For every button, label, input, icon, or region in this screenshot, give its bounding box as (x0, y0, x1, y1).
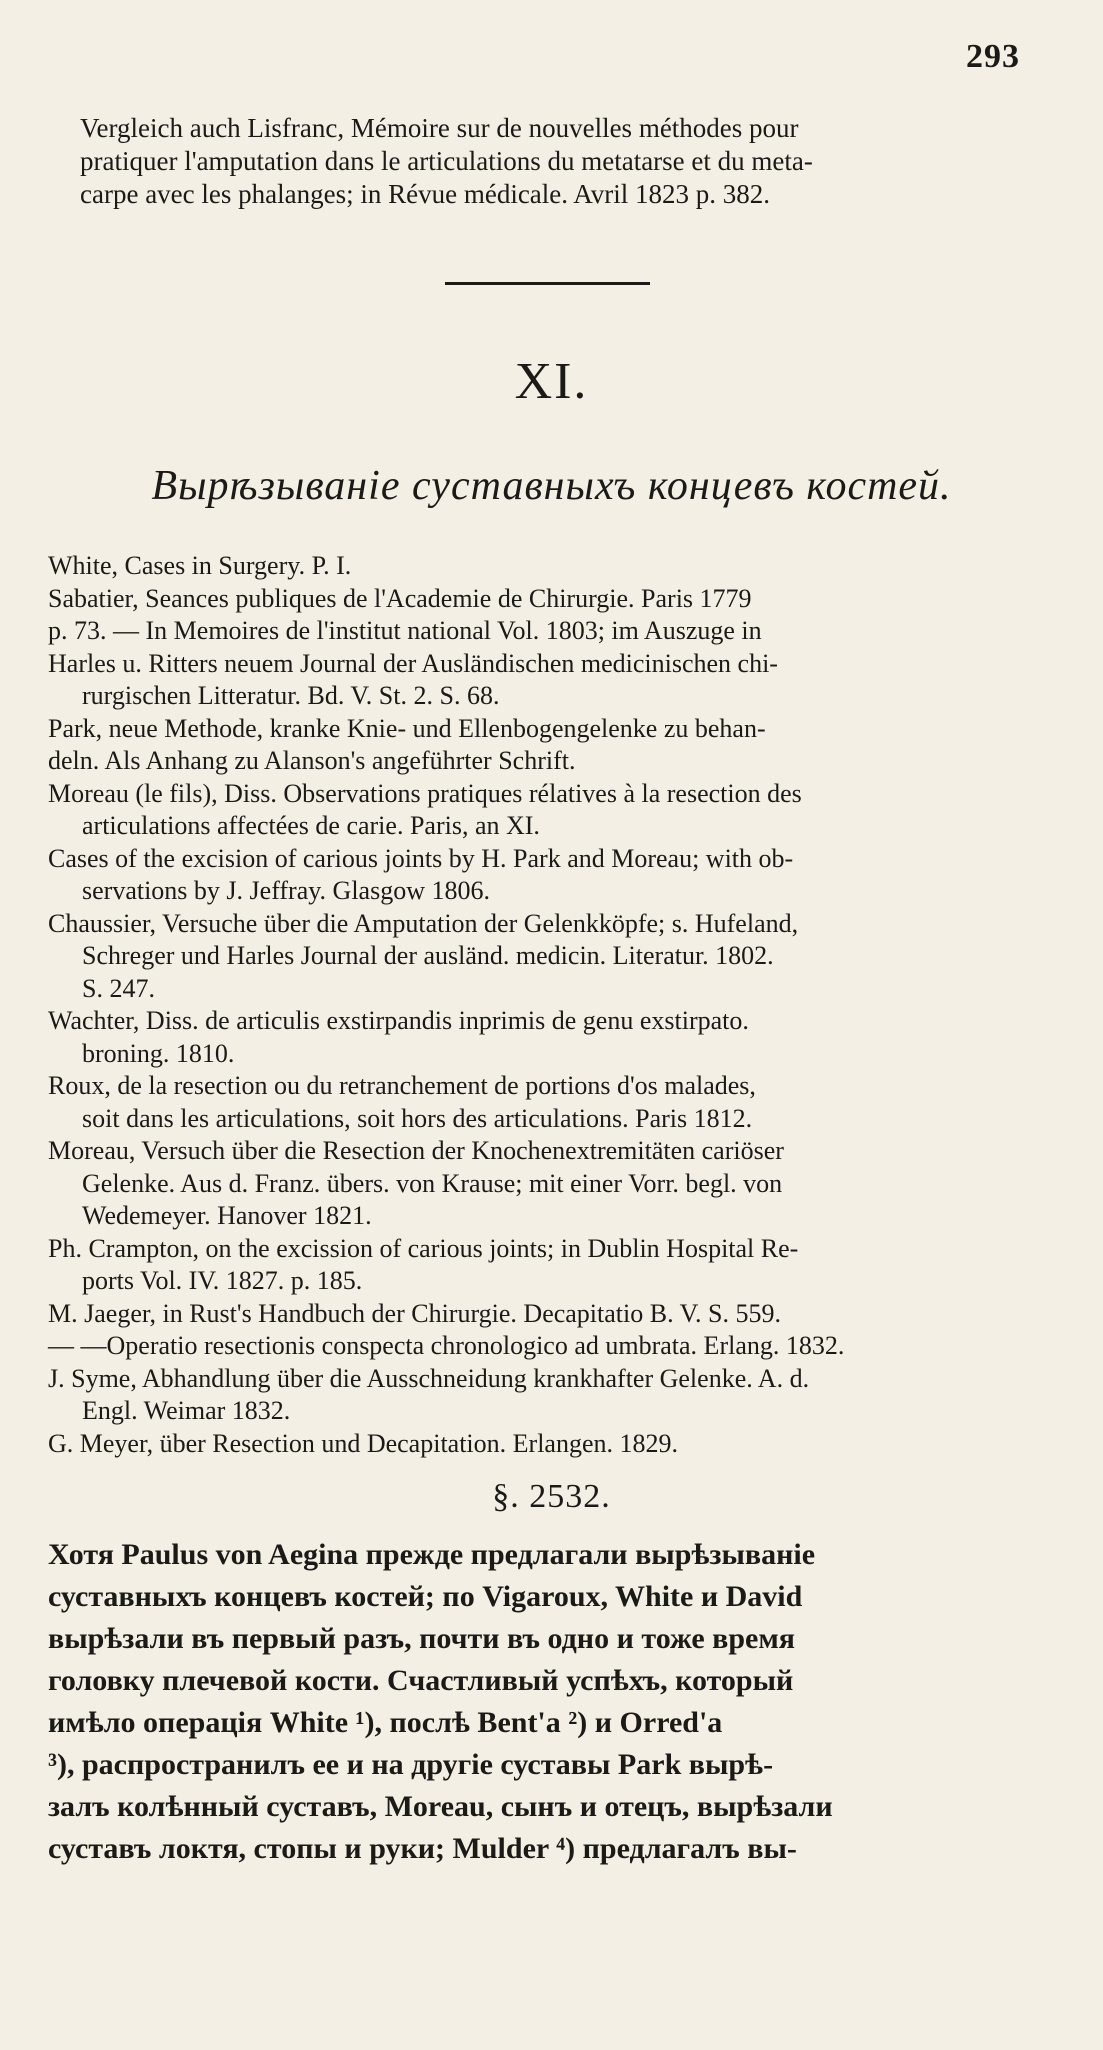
entry-line: S. 247. (82, 973, 155, 1003)
entry-line: M. Jaeger, in Rust's Handbuch der Chirurgie. Decapitatio B. V. S. 559. (48, 1298, 782, 1328)
note-line: pratiquer l'amputation dans le articulations du metatarse et du meta- (80, 146, 813, 176)
body-line: Хотя Paulus von Aegina прежде предлагали вырѣзыванie (48, 1538, 816, 1571)
bibliography-entry (48, 1135, 1048, 1233)
body-line: вырѣзали въ первый разъ, почти въ одно и тоже время (48, 1622, 796, 1655)
entry-line: p. 73. — In Memoires de l'institut national Vol. 1803; im Auszuge in (48, 616, 762, 645)
page-number: 293 (966, 38, 1020, 75)
entry-line: Schreger und Harles Journal der ausländ. medicin. Literatur. 1802. (82, 941, 774, 970)
entry-line: rurgischen Litteratur. Bd. V. St. 2. S. 68. (82, 681, 500, 710)
body-line: головку плечевой кости. Счастливый успѣхъ, который (48, 1664, 794, 1697)
bibliography-entry (48, 1363, 1048, 1428)
bibliography-entry (48, 713, 1048, 778)
bibliography-entry (48, 583, 1048, 713)
entry-line: J. Syme, Abhandlung über die Ausschneidung krankhafter Gelenke. A. d. (48, 1363, 810, 1393)
body-line: ³), распространилъ ее и на другiе суставы Park вырѣ- (48, 1748, 774, 1781)
entry-line: Engl. Weimar 1832. (82, 1396, 291, 1425)
entry-line: Ph. Crampton, on the excission of carious joints; in Dublin Hospital Re- (48, 1233, 799, 1263)
entry-line: Moreau (le fils), Diss. Observations pratiques rélatives à la resection des (48, 778, 802, 808)
bibliography-entry (48, 550, 1048, 583)
bibliography-entry (48, 1330, 1048, 1363)
entry-line: — —Operatio resectionis conspecta chronologico ad umbrata. Erlang. 1832. (48, 1331, 845, 1360)
entry-line: Wachter, Diss. de articulis exstirpandis inprimis de genu exstirpato. (48, 1006, 749, 1035)
section-divider (445, 282, 650, 285)
entry-line: deln. Als Anhang zu Alanson's angeführter Schrift. (48, 746, 576, 775)
entry-line: Park, neue Methode, kranke Knie- und Ellenbogengelenke zu behan- (48, 713, 766, 743)
entry-line: Chaussier, Versuche über die Amputation der Gelenkköpfe; s. Hufeland, (48, 908, 799, 938)
entry-line: Gelenke. Aus d. Franz. übers. von Krause; mit einer Vorr. begl. von (82, 1168, 783, 1198)
note-line: Vergleich auch Lisfranc, Mémoire sur de nouvelles méthodes pour (80, 113, 799, 143)
entry-line: Harles u. Ritters neuem Journal der Ausländischen medicinischen chi- (48, 648, 778, 678)
bibliography-entry (48, 1428, 1048, 1461)
bibliography-entry (48, 908, 1048, 1006)
entry-line: Moreau, Versuch über die Resection der Knochenextremitäten cariöser (48, 1136, 784, 1165)
note-line: carpe avec les phalanges; in Révue médicale. Avril 1823 p. 382. (80, 179, 771, 209)
bibliography-entry (48, 778, 1048, 843)
section-number: §. 2532. (492, 1478, 611, 1515)
bibliography-list (48, 550, 1048, 1460)
bibliography-entry (48, 1233, 1048, 1298)
entry-line: broning. 1810. (82, 1038, 235, 1068)
body-line: залъ колѣнный суставъ, Moreau, сынъ и отецъ, вырѣзали (48, 1790, 833, 1823)
entry-line: soit dans les articulations, soit hors des articulations. Paris 1812. (82, 1103, 753, 1133)
footnote-reference (80, 112, 1030, 211)
chapter-title: Вырѣзыванie суставныхъ концевъ костей. (151, 463, 952, 509)
bibliography-entry (48, 1005, 1048, 1070)
entry-line: G. Meyer, über Resection und Decapitation. Erlangen. 1829. (48, 1428, 678, 1458)
section-body-text (48, 1534, 1058, 1870)
entry-line: ports Vol. IV. 1827. p. 185. (82, 1266, 363, 1295)
bibliography-entry (48, 1070, 1048, 1135)
body-line: суставъ локтя, стопы и руки; Mulder ⁴) предлагалъ вы- (48, 1832, 797, 1865)
entry-line: Cases of the excision of carious joints by H. Park and Moreau; with ob- (48, 843, 794, 873)
body-line: суставныхъ концевъ костей; по Vigaroux, White и David (48, 1580, 803, 1613)
chapter-number: XI. (514, 353, 589, 410)
body-line: имѣло операцiя White ¹), послѣ Bent'a ²) и Orred'a (48, 1706, 723, 1739)
entry-line: servations by J. Jeffray. Glasgow 1806. (82, 876, 490, 905)
entry-line: Sabatier, Seances publiques de l'Academie de Chirurgie. Paris 1779 (48, 583, 752, 613)
entry-line: Wedemeyer. Hanover 1821. (82, 1201, 372, 1230)
bibliography-entry (48, 1298, 1048, 1331)
entry-line: White, Cases in Surgery. P. I. (48, 551, 352, 580)
bibliography-entry (48, 843, 1048, 908)
entry-line: Roux, de la resection ou du retranchement de portions d'os malades, (48, 1071, 756, 1100)
entry-line: articulations affectées de carie. Paris, an XI. (82, 811, 540, 840)
